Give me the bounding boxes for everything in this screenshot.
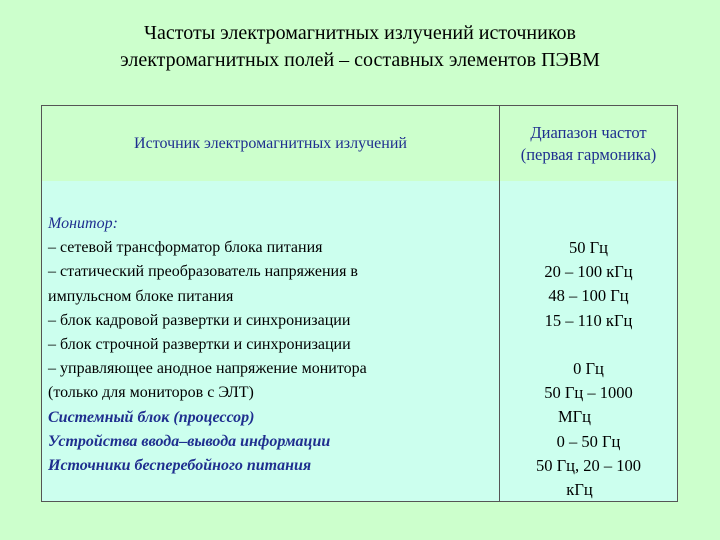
- frequency-group-1: [500, 236, 677, 333]
- frequency-value: 0 Гц: [573, 359, 604, 378]
- frequency-value: 50 Гц: [569, 238, 608, 257]
- monitor-label: Монитор:: [48, 215, 118, 232]
- frequency-value: 0 – 50 Гц: [556, 431, 621, 451]
- monitor-item: – блок кадровой развертки и синхронизации: [48, 311, 351, 329]
- column-divider: [499, 181, 500, 501]
- frequency-table: [41, 105, 678, 502]
- frequency-value: кГц: [566, 480, 593, 500]
- header-range-line-2: (первая гармоника): [520, 145, 657, 164]
- monitor-item: – статический преобразователь напряжения в: [48, 263, 358, 281]
- frequency-value: 50 Гц, 20 – 100: [536, 455, 641, 475]
- slide-title: [60, 20, 660, 74]
- title-line-2: электромагнитных полей – составных элементов ПЭВМ: [120, 49, 600, 71]
- monitor-item: (только для мониторов с ЭЛТ): [48, 384, 254, 402]
- monitor-item: – блок строчной развертки и синхронизации: [48, 336, 351, 354]
- frequency-value: 48 – 100 Гц: [548, 286, 629, 306]
- table-body-row: [42, 181, 677, 501]
- header-range-line-1: Диапазон частот: [530, 123, 647, 142]
- monitor-item: импульсном блоке питания: [48, 287, 234, 305]
- monitor-item: – управляющее анодное напряжение монитора: [48, 360, 367, 378]
- header-source: Источник электромагнитных излучений: [134, 135, 407, 152]
- frequency-value: 50 Гц – 1000: [544, 383, 633, 403]
- title-line-1: Частоты электромагнитных излучений источников: [144, 22, 576, 44]
- frequency-value: МГц: [557, 407, 592, 427]
- column-divider: [499, 106, 500, 181]
- source-ups: Источники бесперебойного питания: [48, 457, 312, 475]
- table-header-row: [42, 106, 677, 182]
- source-io-devices: Устройства ввода–вывода информации: [48, 432, 331, 450]
- frequency-group-2: [500, 357, 677, 502]
- frequency-value: 20 – 100 кГц: [544, 262, 633, 282]
- header-frequency-range: [500, 122, 677, 166]
- monitor-item: – сетевой трансформатор блока питания: [48, 239, 323, 257]
- sources-cell: [48, 212, 488, 478]
- source-system-unit: Системный блок (процессор): [48, 408, 255, 426]
- frequency-value: 15 – 110 кГц: [544, 310, 633, 330]
